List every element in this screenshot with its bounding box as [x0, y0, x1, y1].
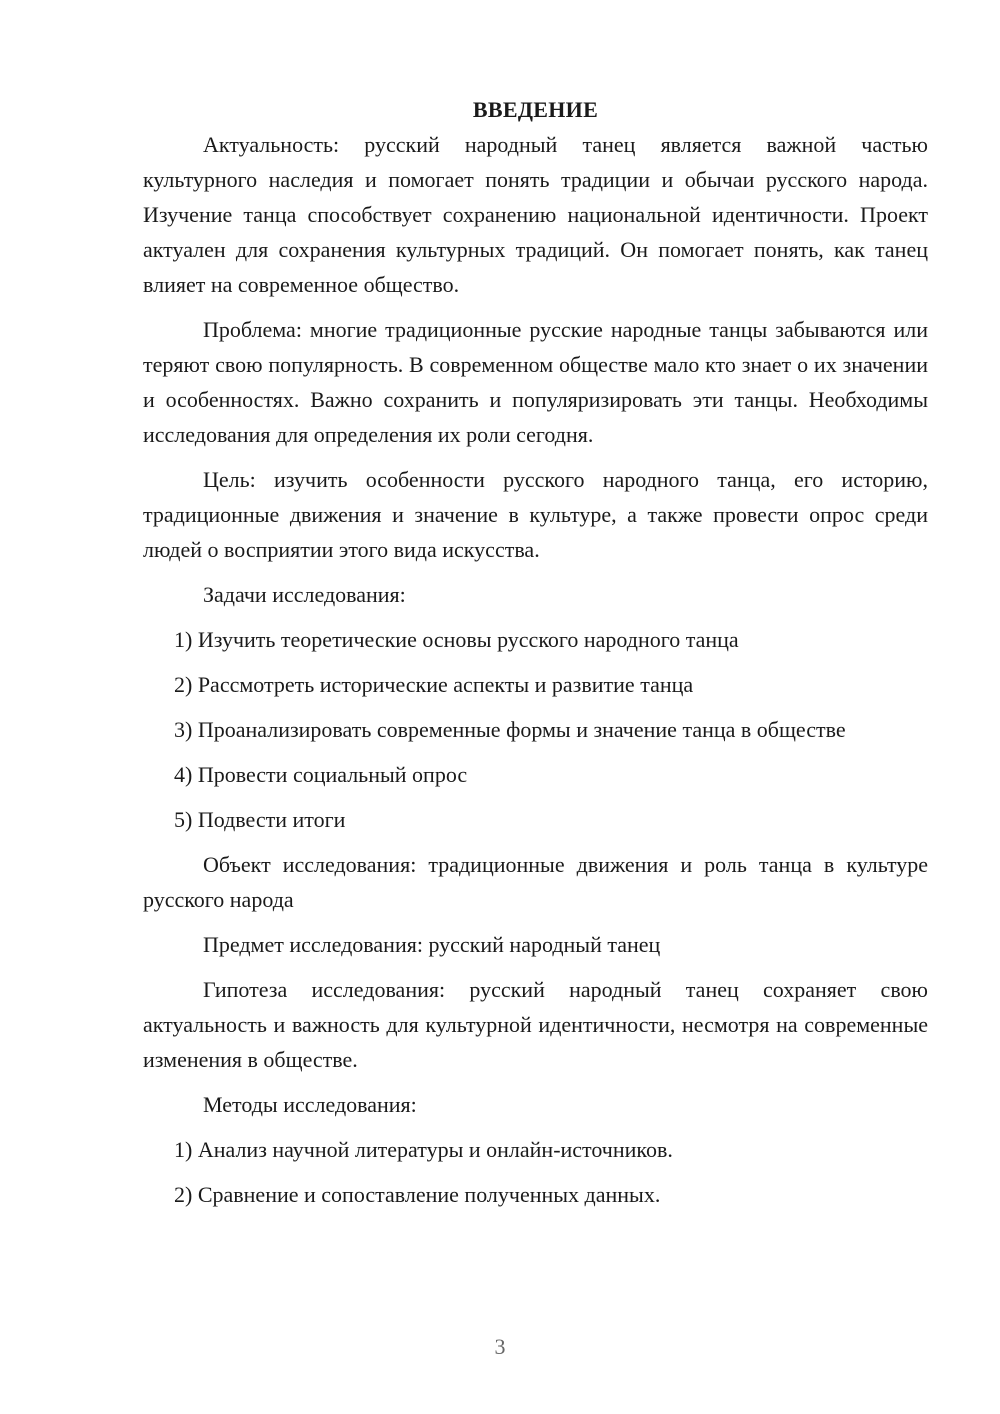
document-page — [143, 92, 928, 1222]
task-item-5: 5) Подвести итоги — [174, 807, 346, 832]
methods-title: Методы исследования: — [203, 1092, 417, 1117]
page-number: 3 — [494, 1334, 506, 1359]
hypothesis-paragraph: Гипотеза исследования: русский народный танец сохраняет свою актуальность и важность для культурной идентичности, несмотря на современные изменения в обществе. — [143, 977, 928, 1072]
task-item-1: 1) Изучить теоретические основы русского народного танца — [174, 627, 739, 652]
task-item-3: 3) Проанализировать современные формы и значение танца в обществе — [174, 717, 846, 742]
problem-paragraph: Проблема: многие традиционные русские народные танцы забываются или теряют свою популярность. В современном обществе мало кто знает о их значении и особенностях. Важно сохранить и популяризировать эти танцы. Необходимы исследования для определения их роли сегодня. — [143, 317, 928, 447]
object-paragraph: Объект исследования: традиционные движения и роль танца в культуре русского народа — [143, 852, 928, 912]
method-item-2: 2) Сравнение и сопоставление полученных данных. — [174, 1182, 661, 1207]
relevance-paragraph: Актуальность: русский народный танец является важной частью культурного наследия и помогает понять традиции и обычаи русского народа. Изучение танца способствует сохранению национальной идентичности. Проект актуален для сохранения культурных традиций. Он помогает понять, как танец влияет на современное общество. — [143, 132, 928, 297]
section-heading: ВВЕДЕНИЕ — [472, 97, 599, 122]
subject-paragraph: Предмет исследования: русский народный танец — [203, 932, 661, 957]
task-item-2: 2) Рассмотреть исторические аспекты и развитие танца — [174, 672, 694, 697]
method-item-1: 1) Анализ научной литературы и онлайн-источников. — [174, 1137, 673, 1162]
task-item-4: 4) Провести социальный опрос — [174, 762, 468, 787]
tasks-title: Задачи исследования: — [203, 582, 406, 607]
goal-paragraph: Цель: изучить особенности русского народного танца, его историю, традиционные движения и значение в культуре, а также провести опрос среди людей о восприятии этого вида искусства. — [143, 467, 928, 562]
